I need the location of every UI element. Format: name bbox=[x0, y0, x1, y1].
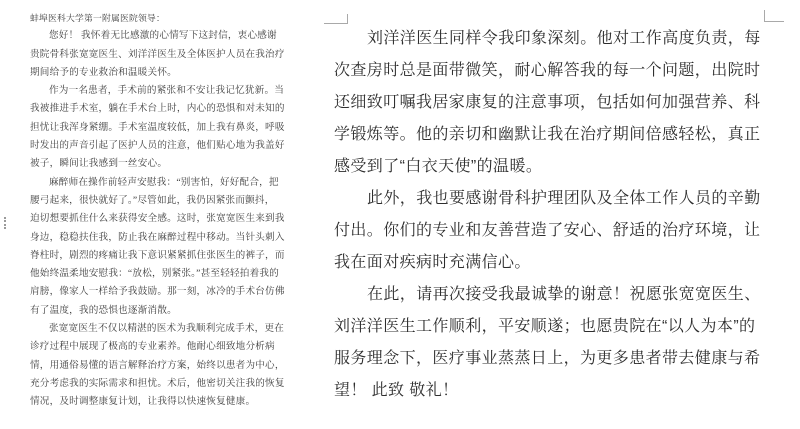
text-line: 腰弓起来，很快就好了。”尽管如此，我仍因紧张而颤抖， bbox=[30, 194, 275, 206]
text-line: 麻醉师在操作前轻声安慰我：“别害怕，好好配合，把 bbox=[49, 176, 279, 188]
text-line: 蚌埠医科大学第一附属医院领导： bbox=[30, 13, 165, 23]
text-line: 被子，瞬间让我感到一丝安心。 bbox=[30, 158, 168, 170]
text-line: 时发出的声音引起了医护人员的注意，他们贴心地为我盖好 bbox=[30, 140, 285, 152]
text-line: 身边，稳稳扶住我，防止我在麻醉过程中移动。当针头刺入 bbox=[30, 231, 285, 243]
text-line: 贵院骨科张宽宽医生、刘洋洋医生及全体医护人员在我治疗 bbox=[30, 48, 285, 60]
text-line: 服务理念下，医疗事业蒸蒸日上，为更多患者带去健康与希 bbox=[334, 350, 761, 367]
text-line: 他始终温柔地安慰我：“放松，别紧张。”甚至轻轻拍着我的 bbox=[30, 268, 279, 280]
page-edge-artifact bbox=[4, 217, 6, 229]
text-line: 我在面对疾病时充满信心。 bbox=[334, 254, 531, 271]
text-line: 担忧让我浑身紧绷。手术室温度较低，加上我有鼻炎，呼吸 bbox=[30, 121, 285, 133]
text-line: 期间给予的专业救治和温暖关怀。 bbox=[30, 66, 177, 78]
text-line: 还细致叮嘱我居家康复的注意事项，包括如何加强营养、科 bbox=[334, 94, 761, 111]
text-line: 次查房时总是面带微笑，耐心解答我的每一个问题，出院时 bbox=[334, 62, 761, 79]
text-line: 刘洋洋医生同样令我印象深刻。他对工作高度负责，每 bbox=[367, 30, 761, 47]
text-line: 此外，我也要感谢骨科护理团队及全体工作人员的辛勤 bbox=[367, 190, 761, 207]
text-line: 作为一名患者，手术前的紧张和不安让我记忆犹新。当 bbox=[49, 85, 285, 97]
text-line: 诊疗过程中展现了极高的专业素养。他耐心细致地分析病 bbox=[30, 341, 275, 353]
text-line: 望！ 此致 敬礼！ bbox=[334, 382, 459, 399]
text-line: 学锻炼等。他的亲切和幽默让我在治疗期间倍感轻松，真正 bbox=[334, 126, 761, 143]
text-line: 情况，及时调整康复计划，让我得以快速恢复健康。 bbox=[30, 396, 256, 408]
text-line: 有了温度，我的恐惧也逐渐消散。 bbox=[30, 304, 177, 316]
text-line: 在此，请再次接受我最诚挚的谢意！祝愿张宽宽医生、 bbox=[367, 286, 761, 303]
text-boundary-mark-top-right bbox=[764, 10, 784, 22]
text-line: 感受到了“白衣天使”的温暖。 bbox=[334, 158, 543, 175]
text-line: 您好！ 我怀着无比感激的心情写下这封信，衷心感谢 bbox=[49, 30, 277, 42]
text-line: 付出。你们的专业和友善营造了安心、舒适的治疗环境，让 bbox=[334, 222, 761, 239]
text-line: 迫切想要抓住什么来获得安全感。这时，张宽宽医生来到我 bbox=[30, 213, 285, 225]
text-line: 我被推进手术室，躺在手术台上时，内心的恐惧和对未知的 bbox=[30, 103, 285, 115]
text-line: 张宽宽医生不仅以精湛的医术为我顺利完成手术，更在 bbox=[49, 323, 285, 335]
text-line: 肩膀，像家人一样给予我鼓励。那一刻，冰冷的手术台仿佛 bbox=[30, 286, 285, 298]
text-line: 刘洋洋医生工作顺利，平安顺遂；也愿贵院在“以人为本”的 bbox=[334, 318, 756, 335]
text-line: 脊柱时，剧烈的疼痛让我下意识紧紧抓住张医生的裤子，而 bbox=[30, 249, 285, 261]
letter-page-2-text-block bbox=[334, 23, 761, 407]
text-line: 充分考虑我的实际需求和担忧。术后，他密切关注我的恢复 bbox=[30, 377, 285, 389]
text-boundary-mark-top-left bbox=[324, 14, 348, 24]
text-line: 情，用通俗易懂的语言解释治疗方案，始终以患者为中心， bbox=[30, 359, 285, 371]
letter-page-1-text-block bbox=[30, 9, 285, 412]
